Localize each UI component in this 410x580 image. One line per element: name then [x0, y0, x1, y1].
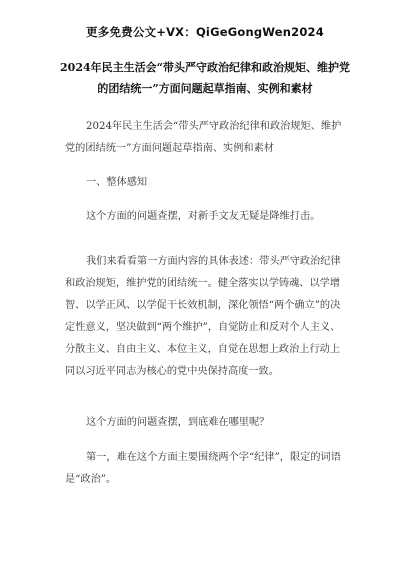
paragraph-first-point: 第一，难在这个方面主要围绕两个字“纪律”，限定的词语是“政治”。 — [65, 452, 341, 485]
promo-header: 更多免费公文+VX：QiGeGongWen2024 — [86, 25, 324, 39]
paragraph-intro: 2024年民主生活会“带头严守政治纪律和政治规矩、维护党的团结统一”方面问题起草指南、实例和素材 — [65, 121, 342, 154]
paragraph-specific-statement: 我们来看看第一方面内容的具体表述：带头严守政治纪律和政治规矩，维护党的团结统一。健全落实以学铸魂、以学增智、以学正风、以学促干长效机制，深化领悟“两个确立”的决定性意义，坚决做到“两个维护”，自觉防止和反对个人主义、分散主义、自由主义、本位主义，自觉在思想上政治上行动上同以习近平同志为核心的党中央保持高度一致。 — [65, 256, 341, 377]
paragraph-question: 这个方面的问题查摆，到底难在哪里呢？ — [86, 417, 270, 428]
paragraph-problem-overview: 这个方面的问题查摆，对新手文友无疑是降维打击。 — [86, 211, 321, 222]
section-heading: 一、整体感知 — [86, 177, 148, 188]
document-title: 2024年民主生活会“带头严守政治纪律和政治规矩、维护党的团结统一”方面问题起草指南、实例和素材 — [60, 61, 350, 95]
